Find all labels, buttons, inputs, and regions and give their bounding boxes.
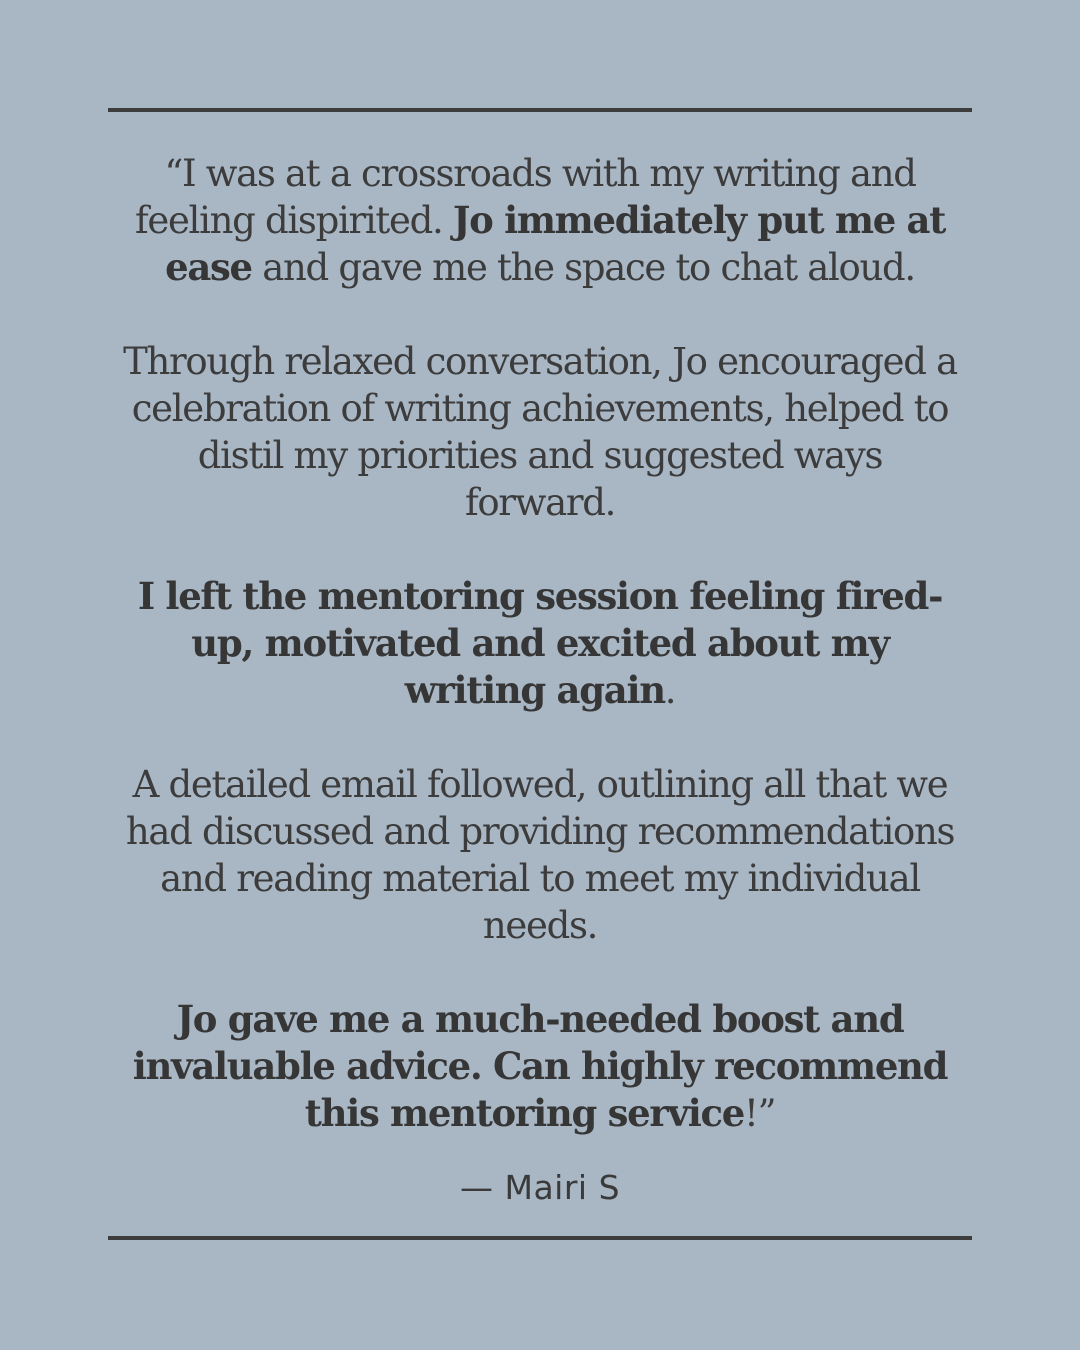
quote-text: and gave me the space to chat aloud. xyxy=(251,246,915,289)
quote-emphasis: Jo immediately put me at ease xyxy=(165,198,946,289)
quote-paragraph-2: Through relaxed conversation, Jo encouraged a celebration of writing achievements, helped to distil my priorities and suggested ways forward. xyxy=(123,340,957,524)
quote-text: . xyxy=(664,669,676,712)
testimonial-quote xyxy=(120,150,960,1137)
quote-paragraph-5 xyxy=(120,996,960,1137)
quote-paragraph-1 xyxy=(120,150,960,291)
quote-emphasis: Jo gave me a much-needed boost and invaluable advice. Can highly recommend this mentoring service xyxy=(132,997,948,1135)
quote-paragraph-3 xyxy=(120,573,960,714)
quote-text: !” xyxy=(744,1092,776,1135)
quote-emphasis: I left the mentoring session feeling fired-up, motivated and excited about my writing again xyxy=(137,574,943,712)
quote-paragraph-4: A detailed email followed, outlining all that we had discussed and providing recommendations and reading material to meet my individual needs. xyxy=(125,763,955,947)
quote-attribution: — Mairi S xyxy=(459,1168,621,1207)
bottom-divider xyxy=(108,1236,972,1240)
top-divider xyxy=(108,108,972,112)
quote-text: “I was at a crossroads with my writing and feeling dispirited. xyxy=(134,152,916,242)
